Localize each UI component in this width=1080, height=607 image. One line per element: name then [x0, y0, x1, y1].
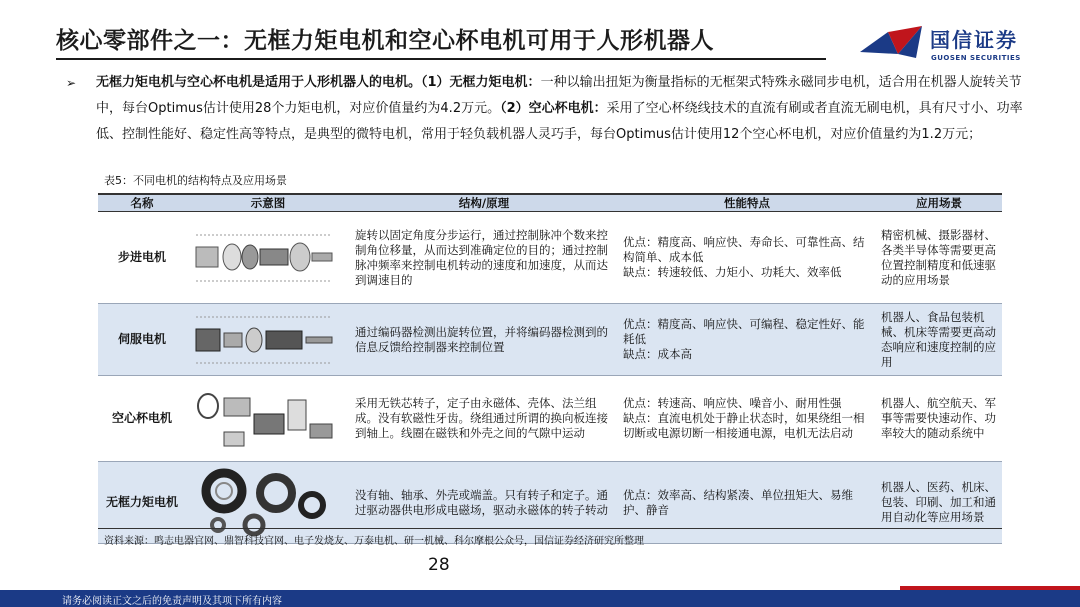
table-row — [98, 304, 1002, 376]
row-name: 空心杯电机 — [98, 376, 186, 462]
source-divider — [98, 528, 1002, 529]
row-structure: 没有轴、轴承、外壳或端盖。只有转子和定子。通过驱动器供电形成电磁场，驱动永磁体的转子转动 — [350, 462, 618, 544]
row-structure: 通过编码器检测出旋转位置，并将编码器检测到的信息反馈给控制器来控制位置 — [350, 304, 618, 376]
row-application: 机器人、医药、机床、包装、印刷、加工和通用自动化等应用场景 — [876, 462, 1002, 544]
table-header-row — [98, 194, 1002, 212]
intro-coreless-text: 采用了空心杯绕线技术的直流有刷或者直流无刷电机，具有尺寸小、功率低、控制性能好、稳定性高等特点，是典型的微特电机，常用于轻负载机器人灵巧手，每台Optimus估计使用12个空心杯电机，对应价值量约为1.2万元； — [96, 101, 1023, 142]
table-row — [98, 212, 1002, 304]
logo-subtext: GUOSEN SECURITIES — [931, 54, 1021, 62]
header-application: 应用场景 — [876, 194, 1002, 212]
row-structure: 采用无铁芯转子，定子由永磁体、壳体、法兰组成。没有软磁性牙齿。绕组通过所谓的换向板连接到轴上。线圈在磁铁和外壳之间的气隙中运动 — [350, 376, 618, 462]
row-performance: 优点：效率高、结构紧凑、单位扭矩大、易维护、静音 — [618, 462, 876, 544]
intro-coreless-label: （2）空心杯电机： — [500, 101, 607, 116]
row-performance: 优点：精度高、响应快、可编程、稳定性好、能耗低 缺点：成本高 — [618, 304, 876, 376]
brand-logo — [858, 18, 1028, 66]
bullet-arrow-icon: ➢ — [66, 76, 77, 90]
stepper-exploded-icon — [190, 217, 338, 299]
intro-paragraph — [66, 70, 1026, 148]
row-name: 步进电机 — [98, 212, 186, 304]
footer-disclaimer: 请务必阅读正文之后的免责声明及其项下所有内容 — [62, 596, 282, 607]
header-performance: 性能特点 — [618, 194, 876, 212]
table-row — [98, 376, 1002, 462]
logo-mark-icon — [858, 24, 924, 62]
table-caption: 表5：不同电机的结构特点及应用场景 — [104, 174, 287, 187]
row-application: 机器人、航空航天、军事等需要快速动作、功率较大的随动系统中 — [876, 376, 1002, 462]
row-name: 无框力矩电机 — [98, 462, 186, 544]
row-performance: 优点：转速高、响应快、噪音小、耐用性强 缺点：直流电机处于静止状态时，如果绕组一相切断或电源切断一相接通电源，电机无法启动 — [618, 376, 876, 462]
row-application: 机器人、食品包装机械、机床等需要更高动态响应和速度控制的应用 — [876, 304, 1002, 376]
logo-text: 国信证券 — [930, 28, 1018, 52]
source-note: 资料来源：鸣志电器官网、鼎智科技官网、电子发烧友、万泰电机、研一机械、科尔摩根公众号，国信证券经济研究所整理 — [104, 536, 644, 547]
page-title: 核心零部件之一：无框力矩电机和空心杯电机可用于人形机器人 — [56, 28, 714, 54]
intro-frameless-text: 一种以输出扭矩为衡量指标的无框架式特殊永磁同步电机，适合用在机器人旋转关节中，每台Optimus估计使用28个力矩电机，对应价值量约为4.2万元。 — [96, 75, 1022, 116]
intro-lead: 无框力矩电机与空心杯电机是适用于人形机器人的电机。 — [96, 75, 422, 90]
title-divider — [56, 58, 826, 60]
page-number: 28 — [428, 555, 450, 575]
servo-motor-diagram — [186, 304, 350, 376]
servo-exploded-icon — [190, 307, 338, 373]
motor-comparison-table — [98, 193, 1002, 544]
row-performance: 优点：精度高、响应快、寿命长、可靠性高、结构简单、成本低 缺点：转速较低、力矩小、功耗大、效率低 — [618, 212, 876, 304]
coreless-exploded-icon — [190, 380, 338, 458]
header-structure: 结构/原理 — [350, 194, 618, 212]
row-name: 伺服电机 — [98, 304, 186, 376]
header-name: 名称 — [98, 194, 186, 212]
stepper-motor-diagram — [186, 212, 350, 304]
row-application: 精密机械、摄影器材、各类半导体等需要更高位置控制精度和低速驱动的应用场景 — [876, 212, 1002, 304]
coreless-motor-diagram — [186, 376, 350, 462]
intro-frameless-label: （1）无框力矩电机： — [421, 75, 541, 90]
header-diagram: 示意图 — [186, 194, 350, 212]
row-structure: 旋转以固定角度分步运行，通过控制脉冲个数来控制角位移量，从而达到准确定位的目的；通过控制脉冲频率来控制电机转动的速度和加速度，从而达到调速目的 — [350, 212, 618, 304]
